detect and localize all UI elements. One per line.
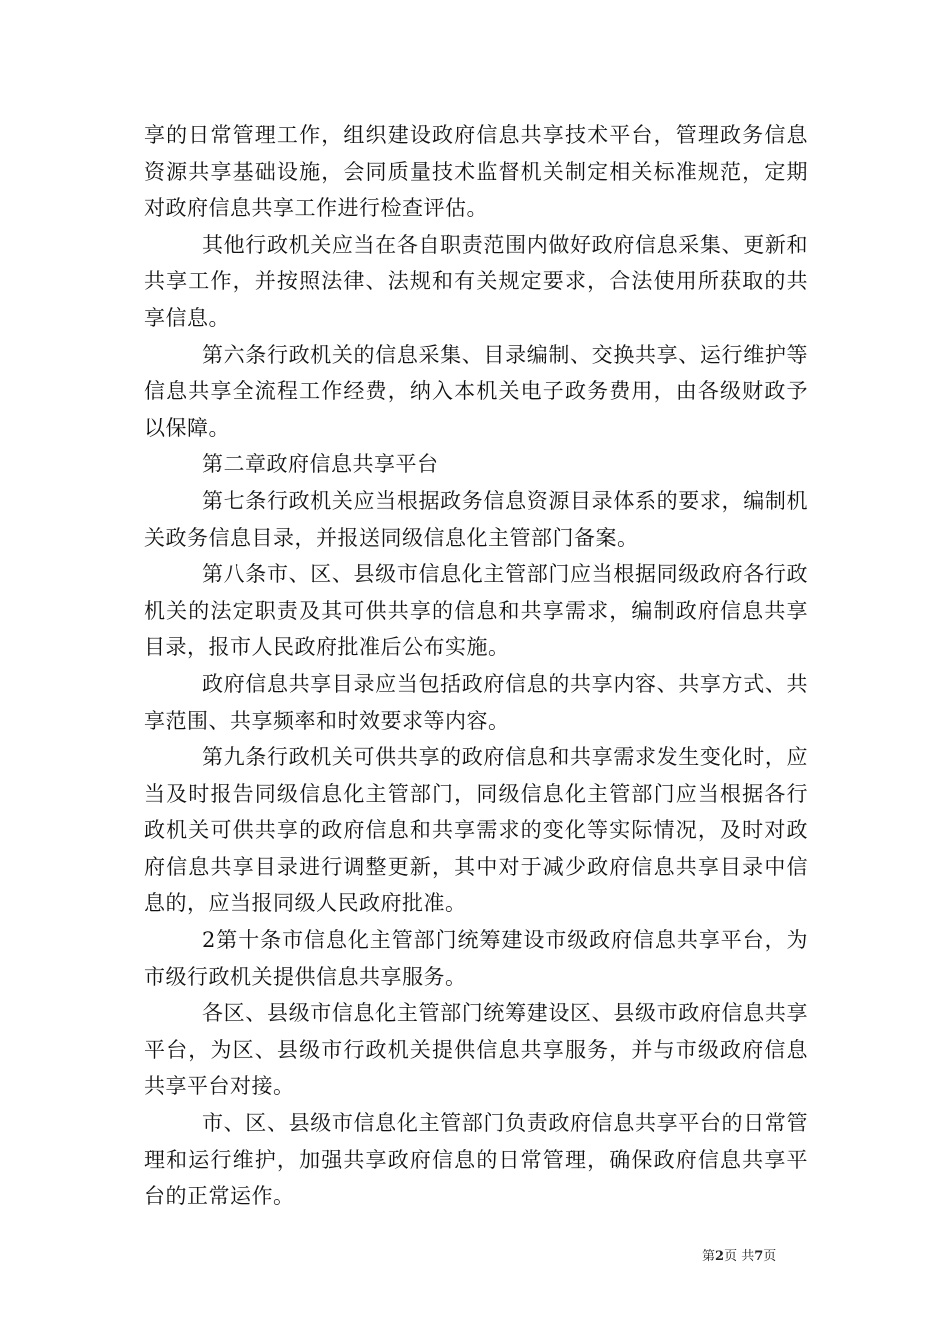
footer-suffix: 页 <box>763 1249 777 1264</box>
footer-prefix: 第 <box>702 1249 716 1264</box>
page-number-footer <box>702 1248 776 1266</box>
paragraph: 市、区、县级市信息化主管部门负责政府信息共享平台的日常管理和运行维护，加强共享政府信息的日常管理，确保政府信息共享平台的正常运作。 <box>144 1111 808 1209</box>
footer-middle: 页 共 <box>724 1249 755 1264</box>
document-body <box>144 117 808 1215</box>
paragraph: 2第十条市信息化主管部门统筹建设市级政府信息共享平台，为市级行政机关提供信息共享服务。 <box>144 928 808 989</box>
paragraph: 享的日常管理工作，组织建设政府信息共享技术平台，管理政务信息资源共享基础设施，会同质量技术监督机关制定相关标准规范，定期对政府信息共享工作进行检查评估。 <box>144 123 808 221</box>
chapter-heading: 第二章政府信息共享平台 <box>202 452 439 477</box>
paragraph: 第六条行政机关的信息采集、目录编制、交换共享、运行维护等信息共享全流程工作经费，纳入本机关电子政务费用，由各级财政予以保障。 <box>144 342 808 440</box>
paragraph: 各区、县级市信息化主管部门统筹建设区、县级市政府信息共享平台，为区、县级市行政机关提供信息共享服务，并与市级政府信息共享平台对接。 <box>144 1001 808 1099</box>
paragraph: 第九条行政机关可供共享的政府信息和共享需求发生变化时，应当及时报告同级信息化主管部门，同级信息化主管部门应当根据各行政机关可供共享的政府信息和共享需求的变化等实际情况，及时对政府信息共享目录进行调整更新，其中对于减少政府信息共享目录中信息的，应当报同级人民政府批准。 <box>144 745 808 916</box>
total-pages-number: 7 <box>754 1249 764 1264</box>
paragraph: 政府信息共享目录应当包括政府信息的共享内容、共享方式、共享范围、共享频率和时效要求等内容。 <box>144 671 808 733</box>
paragraph: 第七条行政机关应当根据政务信息资源目录体系的要求，编制机关政务信息目录，并报送同级信息化主管部门备案。 <box>144 488 808 550</box>
paragraph: 第八条市、区、县级市信息化主管部门应当根据同级政府各行政机关的法定职责及其可供共享的信息和共享需求，编制政府信息共享目录，报市人民政府批准后公布实施。 <box>144 562 808 660</box>
current-page-number: 2 <box>715 1249 725 1264</box>
paragraph: 其他行政机关应当在各自职责范围内做好政府信息采集、更新和共享工作，并按照法律、法规和有关规定要求，合法使用所获取的共享信息。 <box>144 232 808 330</box>
